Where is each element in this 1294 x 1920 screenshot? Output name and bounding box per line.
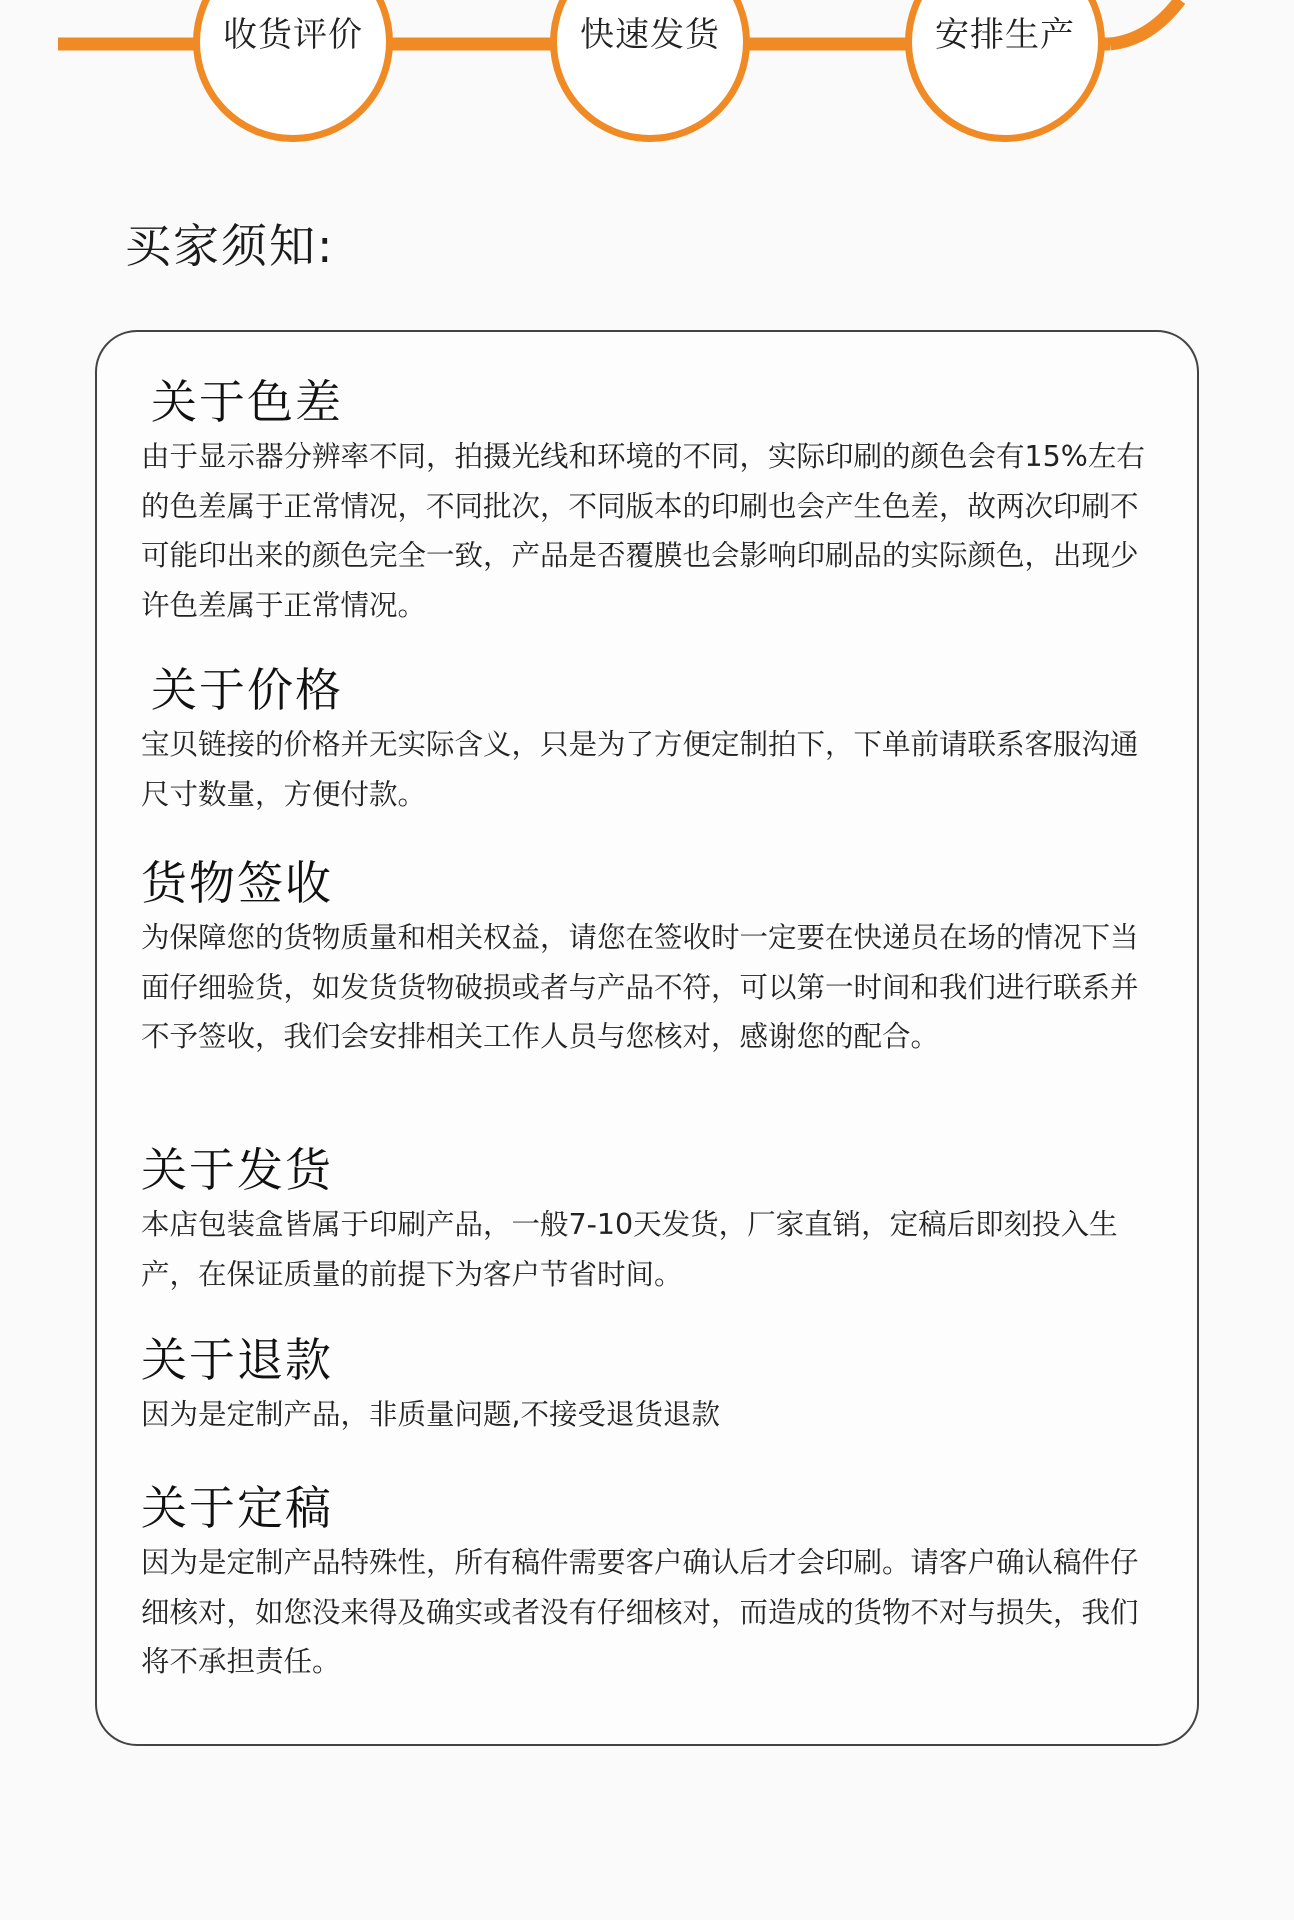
section-title: 关于价格	[151, 663, 343, 717]
process-steps	[0, 0, 1294, 150]
section-title: 关于退款	[141, 1333, 333, 1387]
section-title: 关于定稿	[141, 1481, 333, 1535]
section-color-difference	[141, 374, 1161, 630]
section-refund	[141, 1332, 1161, 1440]
buyer-notice-heading: 买家须知:	[125, 219, 335, 273]
section-title: 关于色差	[151, 375, 343, 429]
section-body: 由于显示器分辨率不同，拍摄光线和环境的不同，实际印刷的颜色会有15%左右的色差属于正常情况，不同批次，不同版本的印刷也会产生色差，故两次印刷不可能印出来的颜色完全一致，产品是否覆膜也会影响印刷品的实际颜色，出现少许色差属于正常情况。	[141, 440, 1145, 622]
section-price	[141, 662, 1161, 819]
section-receipt	[141, 855, 1161, 1062]
step-label: 安排生产	[935, 15, 1075, 55]
section-final-draft	[141, 1480, 1161, 1687]
section-body: 本店包装盒皆属于印刷产品，一般7-10天发货，厂家直销，定稿后即刻投入生产，在保证质量的前提下为客户节省时间。	[141, 1208, 1118, 1291]
section-shipping	[141, 1142, 1161, 1299]
step-label: 收货评价	[223, 15, 363, 55]
section-body: 因为是定制产品特殊性，所有稿件需要客户确认后才会印刷。请客户确认稿件仔细核对，如您没来得及确实或者没有仔细核对，而造成的货物不对与损失，我们将不承担责任。	[141, 1546, 1139, 1678]
notice-card	[95, 330, 1199, 1746]
section-body: 因为是定制产品，非质量问题,不接受退货退款	[141, 1398, 721, 1431]
step-label: 快速发货	[580, 15, 720, 55]
section-title: 货物签收	[141, 856, 333, 910]
section-body: 宝贝链接的价格并无实际含义，只是为了方便定制拍下，下单前请联系客服沟通尺寸数量，方便付款。	[141, 728, 1139, 811]
section-body: 为保障您的货物质量和相关权益，请您在签收时一定要在快递员在场的情况下当面仔细验货，如发货货物破损或者与产品不符，可以第一时间和我们进行联系并不予签收，我们会安排相关工作人员与您核对，感谢您的配合。	[141, 921, 1139, 1053]
section-title: 关于发货	[141, 1143, 333, 1197]
